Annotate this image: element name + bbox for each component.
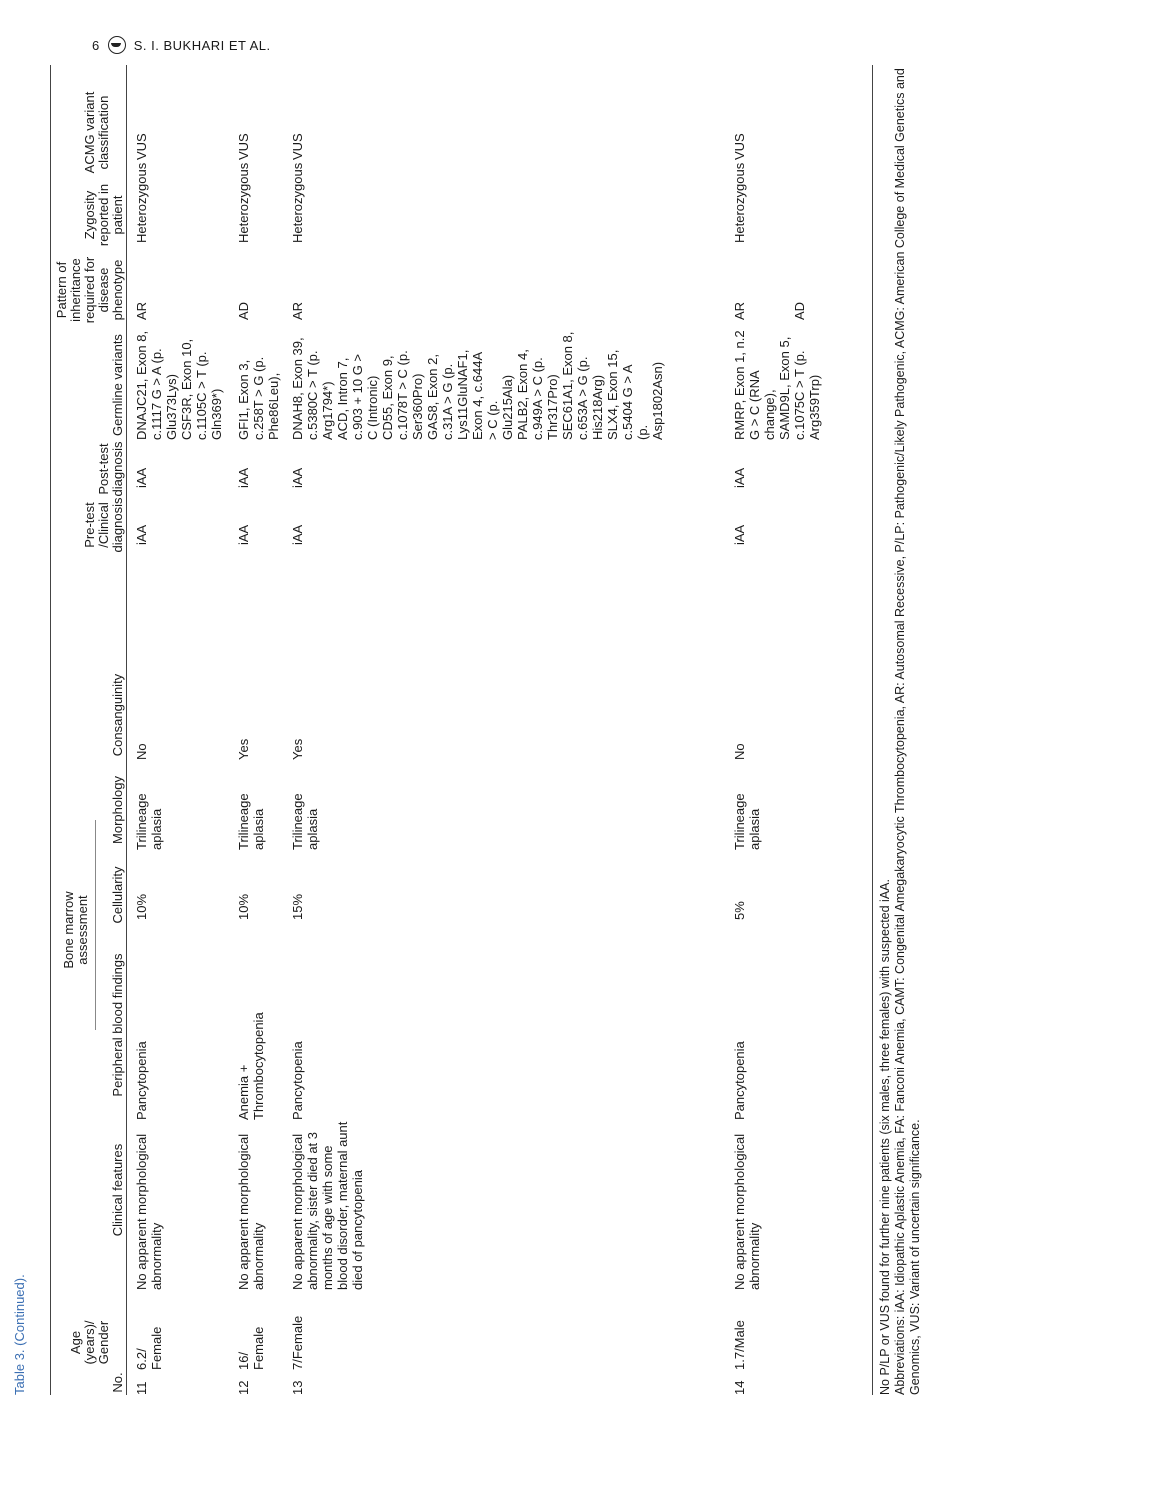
rotated-table-page: Table 3. (Continued). No. Age (years)/ Gender Clinical features Peripheral blood findings Bone marrow assessment Cellularity Morphology Consanguinity Pre-test /Clinical diagnosis Post-test diagnosis Germline variants Pattern of inheritance required for disease phenotype Zygosity reported in patient ACMG variant classification 11 6.2/ Female No apparent morphological abnormality Pancytopenia 10% Trilineage aplasia No iAA iAA DNAJC21, Exon 8, c.1117 G > A (p. Glu373Lys) CSF3R, Exon 10, c.1105C > T (p. Gln369*) AR Heterozygous VUS 12 16/ Female No apparent morphological abnormality Anemia + Thrombocytopenia 10% Trilineage aplasia Yes iAA iAA GFI1, Exon 3, c.258T > G (p. Phe86Leu), AD Heterozygous VUS 13 7/Female No apparent morphological abnormality, sister died at 3 months of age with some blood disorder, maternal aunt died of pancytopenia Pancytopenia 15% Trilineage aplasia Yes iAA iAA DNAH8, Exon 39, c.5380C > T (p. Arg1794*) ACD, Intron 7, c.903 + 10 G > C (Intronic) CD55, Exon 9, c.1078T > C (p. Ser360Pro) GAS8, Exon 2, c.31A > G (p. Lys11GluNAF1, Exon 4, c.644A > C (p. Glu215Ala) PALB2, Exon 4, c.949A > C (p. Thr317Pro) SEC61A1, Exon 8, c.653A > G (p. His218Arg) SLX4, Exon 15, c.5404 G > A (p. Asp1802Asn) AR Heterozygous VUS 14 1.7/Male No apparent morphological abnormality Pancytopenia 5% Trilineage aplasia No iAA iAA RMRP, Exon 1, n.2 G > C (RNA change), SAMD9L, Exon 5, c.1075C > T (p. Arg359Trp) AR AD Heterozygous VUS No P/LP or VUS found for further nine patients (six males, three females) with suspected iAA. Abbreviations: iAA: Idiopathic Aplastic Anemia, FA: Fanconi Anemia, CAMT: Congenital Amegakaryocytic Thrombocytopenia, AR: Autosomal Recessive, P/LP: Pathogenic/Likely Pathogenic, ACMG: American College of Medical Genetics and Genomics, VUS: Variant of uncertain significance.	[0, 50, 920, 1450]
table-top-rule	[50, 65, 51, 1395]
header-clinical: Clinical features	[110, 1143, 125, 1237]
table-header-rule	[126, 65, 127, 1395]
running-authors: S. I. BUKHARI ET AL.	[133, 37, 271, 53]
germline-variants: DNAJC21, Exon 8, c.1117 G > A (p. Glu373Lys) CSF3R, Exon 10, c.1105C > T (p. Gln369*)	[134, 330, 224, 440]
table-title: Table 3. (Continued).	[12, 1274, 27, 1395]
header-zygosity: Zygosity reported in patient	[82, 183, 125, 247]
table-bottom-rule	[872, 65, 873, 1395]
header-germline: Germline variants	[110, 334, 125, 436]
germline-variants: GFI1, Exon 3, c.258T > G (p. Phe86Leu),	[236, 356, 281, 440]
header-inheritance: Pattern of inheritance required for disease phenotype	[54, 256, 125, 324]
header-acmg: ACMG variant classification	[82, 91, 111, 174]
bone-marrow-rule	[95, 820, 96, 1030]
header-age: Age (years)/ Gender	[68, 1320, 111, 1365]
germline-variants: RMRP, Exon 1, n.2 G > C (RNA change), SAMD9L, Exon 5, c.1075C > T (p. Arg359Trp)	[732, 330, 822, 440]
header-no: No.	[110, 1372, 125, 1393]
header-cellularity: Cellularity	[110, 866, 125, 924]
header-blood: Peripheral blood findings	[110, 953, 125, 1097]
header-morphology: Morphology	[110, 776, 125, 844]
header-posttest: Post-test diagnosis	[96, 441, 125, 497]
abbreviations-footnote: Abbreviations: iAA: Idiopathic Aplastic Anemia, FA: Fanconi Anemia, CAMT: Congenital Amegakaryocytic Thrombocytopenia, AR: Autosomal Recessive, P/LP: Pathogenic/Likely Pathogenic, ACMG: American College of Medical Genetics and Genomics, VUS: Variant of uncertain significance.	[893, 68, 922, 1395]
header-consanguinity: Consanguinity	[110, 673, 125, 757]
germline-variants: DNAH8, Exon 39, c.5380C > T (p. Arg1794*) ACD, Intron 7, c.903 + 10 G > C (Intronic) CD55, Exon 9, c.1078T > C (p. Ser360Pro) GAS8, Exon 2, c.31A > G (p. Lys11GluNAF1, Exon 4, c.644A > C (p. Glu215Ala) PALB2, Exon 4, c.949A > C (p. Thr317Pro) SEC61A1, Exon 8, c.653A > G (p. His218Arg) SLX4, Exon 15, c.5404 G > A (p. Asp1802Asn)	[290, 331, 665, 440]
header-pretest: Pre-test /Clinical diagnosis	[82, 497, 125, 553]
page-number: 6	[92, 37, 100, 53]
table-footnote: No P/LP or VUS found for further nine patients (six males, three females) with suspected iAA.	[878, 879, 892, 1395]
header-bone-marrow: Bone marrow assessment	[61, 891, 90, 969]
